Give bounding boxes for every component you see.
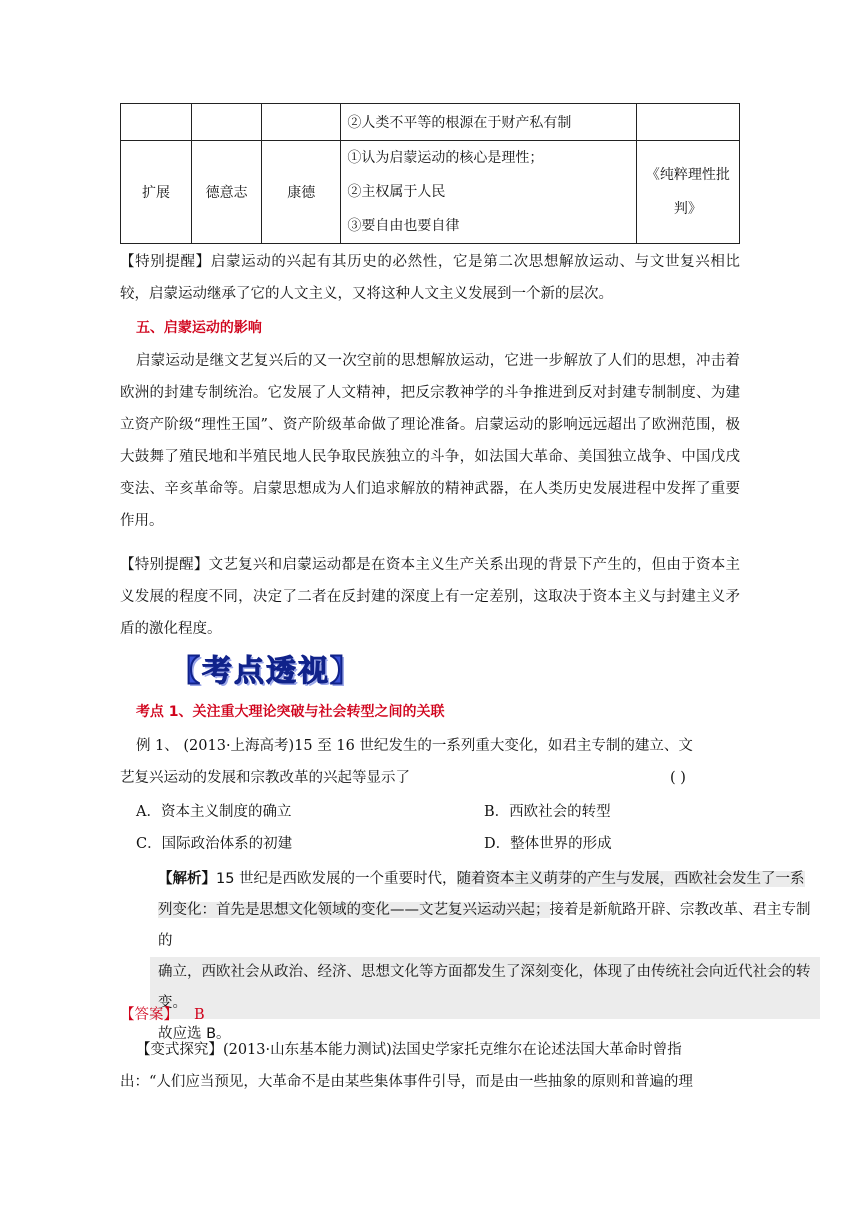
special-reminder-2 — [120, 549, 740, 645]
table-cell: 德意志 — [192, 141, 262, 244]
exam-point-text: 考点 1、关注重大理论突破与社会转型之间的关联 — [135, 704, 445, 720]
analysis-line — [150, 864, 820, 895]
list-item: ③要自由也要自律 — [347, 218, 460, 234]
question-stem-text: 艺复兴运动的发展和宗教改革的兴起等显示了 — [120, 770, 410, 786]
option-a: A．资本主义制度的确立 — [136, 804, 292, 820]
section-heading-text: 五、启蒙运动的影响 — [135, 320, 262, 336]
table-cell: 扩展 — [121, 141, 192, 244]
option-b: B．西欧社会的转型 — [484, 804, 611, 820]
list-item: ②主权属于人民 — [347, 184, 446, 200]
reminder-label: 【特别提醒】 — [120, 557, 209, 573]
analysis-text-highlight: 随着资本主义萌芽的产生与发展，西欧社会发生了一系 — [456, 871, 805, 887]
table-cell: ②人类不平等的根源在于财产私有制 — [341, 104, 636, 141]
exam-point-heading — [120, 696, 740, 728]
option-c: C．国际政治体系的初建 — [136, 836, 293, 852]
reminder-text: 启蒙运动的兴起有其历史的必然性，它是第二次思想解放运动、与文世复兴相比较，启蒙运动继承了它的人文主义，又将这种人文主义发展到一个新的层次。 — [120, 254, 740, 302]
analysis-line: 故应选 B。 — [158, 1026, 231, 1042]
exam-focus-banner: 【考点透视】 — [170, 654, 362, 689]
question-stem-line-1: 例 1、 (2013·上海高考)15 至 16 世纪发生的一系列重大变化，如君主专制的建立、文 — [135, 738, 693, 754]
option-d: D．整体世界的形成 — [484, 836, 612, 852]
table-cell — [192, 104, 262, 141]
reminder-text: 文艺复兴和启蒙运动都是在资本主义生产关系出现的背景下产生的，但由于资本主义发展的程度不同，决定了二者在反封建的深度上有一定差别，这取决于资本主义与封建主义矛盾的激化程度。 — [120, 557, 740, 637]
table-cell — [636, 104, 739, 141]
enlightenment-table — [120, 103, 740, 244]
list-item: ①认为启蒙运动的核心是理性； — [347, 150, 544, 166]
answer-line — [120, 1000, 205, 1030]
variant-line-2: 出：“人们应当预见，大革命不是由某些集体事件引导，而是由一些抽象的原则和普遍的理 — [120, 1074, 693, 1090]
table-cell: 康德 — [262, 141, 341, 244]
table-cell: 《纯粹理性批判》 — [636, 141, 739, 244]
section-heading — [120, 312, 740, 344]
analysis-line — [150, 895, 820, 957]
question-stem-line-2 — [120, 762, 740, 794]
analysis-block — [150, 864, 820, 1050]
special-reminder-1 — [120, 246, 740, 310]
variant-label: 【变式探究】 — [135, 1042, 223, 1058]
analysis-text: 15 世纪是西欧发展的一个重要时代， — [216, 871, 457, 887]
variant-text: (2013·山东基本能力测试)法国史学家托克维尔在论述法国大革命时曾指 — [222, 1042, 682, 1058]
table-row — [121, 141, 740, 244]
answer-value: B — [194, 1007, 205, 1023]
answer-bracket: ( ) — [670, 770, 686, 786]
analysis-text: 接着是新航路开辟、宗教改革、君主专制的 — [158, 902, 811, 949]
section-body: 启蒙运动是继文艺复兴后的又一次空前的思想解放运动，它进一步解放了人们的思想，冲击着欧洲的封建专制统治。它发展了人文精神，把反宗教神学的斗争推进到反对封建专制制度、为建立资产阶级“理性王国”、资产阶级革命做了理论准备。启蒙运动的影响远远超出了欧洲范围，极大鼓舞了殖民地和半殖民地人民争取民族独立的斗争，如法国大革命、美国独立战争、中国戊戌变法、辛亥革命等。启蒙思想成为人们追求解放的精神武器，在人类历史发展进程中发挥了重要作用。 — [120, 353, 740, 529]
answer-label: 【答案】 — [120, 1007, 178, 1023]
analysis-line: 确立，西欧社会从政治、经济、思想文化等方面都发生了深刻变化，体现了由传统社会向近代社会的转变。 — [150, 957, 820, 1019]
analysis-text-highlight: 列变化：首先是思想文化领域的变化——文艺复兴运动兴起； — [158, 902, 550, 918]
table-cell — [121, 104, 192, 141]
reminder-label: 【特别提醒】 — [120, 254, 211, 270]
analysis-label: 【解析】 — [158, 871, 216, 887]
table-cell — [262, 104, 341, 141]
table-cell — [341, 141, 636, 244]
variant-line-1 — [120, 1034, 740, 1066]
table-row — [121, 104, 740, 141]
